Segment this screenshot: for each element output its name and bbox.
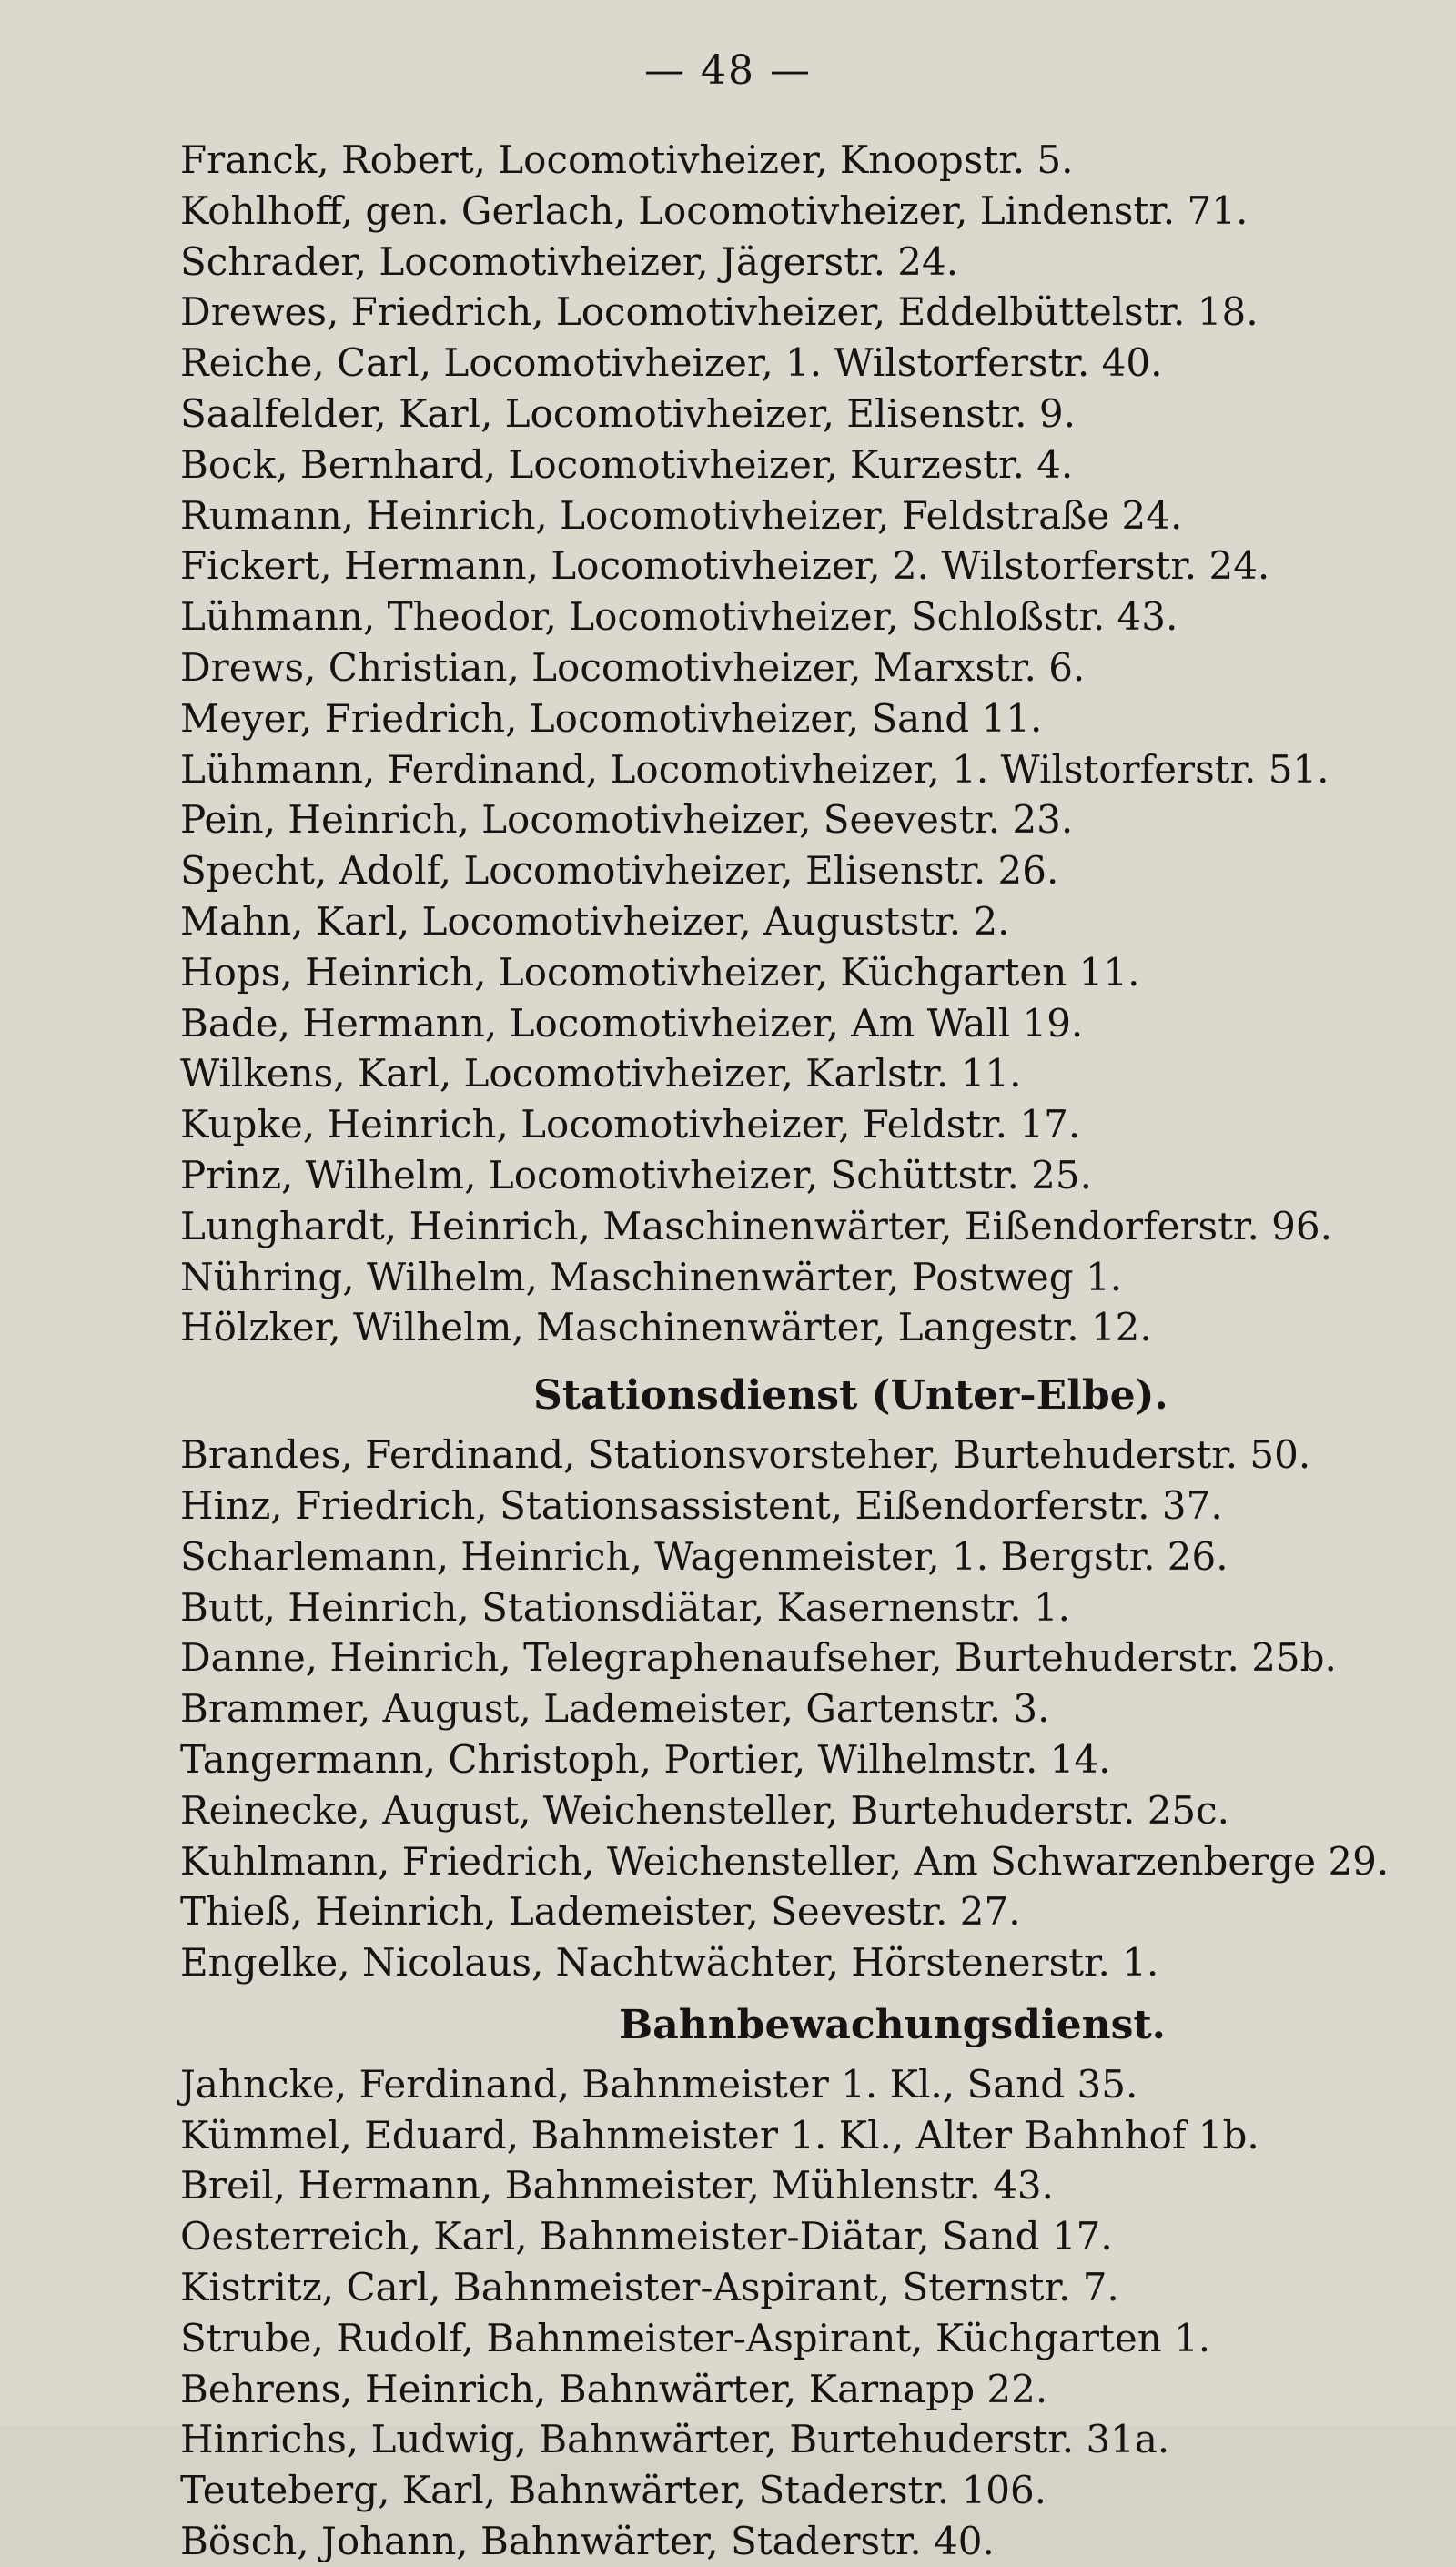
- list-entry: Lunghardt, Heinrich, Maschinenwärter, Eißendorferstr. 96.: [180, 1203, 1332, 1248]
- list-entry: Strube, Rudolf, Bahnmeister-Aspirant, Küchgarten 1.: [180, 2315, 1211, 2360]
- list-entry: Danne, Heinrich, Telegraphenaufseher, Burtehuderstr. 25b.: [180, 1635, 1337, 1681]
- list-entry: Kümmel, Eduard, Bahnmeister 1. Kl., Alter Bahnhof 1b.: [180, 2112, 1259, 2158]
- list-entry: Wilkens, Karl, Locomotivheizer, Karlstr. 11.: [180, 1051, 1022, 1097]
- list-entry: Kohlhoff, gen. Gerlach, Locomotivheizer, Lindenstr. 71.: [180, 187, 1249, 233]
- page-content: [180, 135, 1400, 2567]
- list-entry: Hops, Heinrich, Locomotivheizer, Küchgarten 11.: [180, 949, 1140, 995]
- list-entry: Pein, Heinrich, Locomotivheizer, Seevestr. 23.: [180, 797, 1074, 843]
- list-entry: Schrader, Locomotivheizer, Jägerstr. 24.: [180, 238, 959, 284]
- section-heading: Stationsdienst (Unter-Elbe).: [533, 1372, 1168, 1420]
- list-entry: Reinecke, August, Weichensteller, Burtehuderstr. 25c.: [180, 1787, 1230, 1833]
- list-entry: Saalfelder, Karl, Locomotivheizer, Elisenstr. 9.: [180, 390, 1076, 436]
- section-heading: Bahnbewachungsdienst.: [619, 2001, 1167, 2048]
- list-entry: Mahn, Karl, Locomotivheizer, Auguststr. 2.: [180, 898, 1010, 944]
- list-entry: Meyer, Friedrich, Locomotivheizer, Sand 11.: [180, 695, 1043, 741]
- list-entry: Kupke, Heinrich, Locomotivheizer, Feldstr. 17.: [180, 1102, 1081, 1147]
- list-entry: Behrens, Heinrich, Bahnwärter, Karnapp 22.: [180, 2366, 1048, 2411]
- list-entry: Hölzker, Wilhelm, Maschinenwärter, Langestr. 12.: [180, 1305, 1152, 1350]
- list-entry: Scharlemann, Heinrich, Wagenmeister, 1. Bergstr. 26.: [180, 1533, 1228, 1579]
- list-entry: Lühmann, Ferdinand, Locomotivheizer, 1. Wilstorferstr. 51.: [180, 746, 1330, 792]
- list-entry: Fickert, Hermann, Locomotivheizer, 2. Wilstorferstr. 24.: [180, 543, 1270, 589]
- list-entry: Breil, Hermann, Bahnmeister, Mühlenstr. 43.: [180, 2163, 1054, 2208]
- list-entry: Rumann, Heinrich, Locomotivheizer, Feldstraße 24.: [180, 492, 1183, 538]
- list-entry: Prinz, Wilhelm, Locomotivheizer, Schüttstr. 25.: [180, 1152, 1092, 1198]
- list-entry: Bade, Hermann, Locomotivheizer, Am Wall 19.: [180, 1000, 1084, 1046]
- list-entry: Butt, Heinrich, Stationsdiätar, Kasernenstr. 1.: [180, 1584, 1070, 1630]
- list-entry: Reiche, Carl, Locomotivheizer, 1. Wilstorferstr. 40.: [180, 340, 1163, 386]
- section-station-service: [180, 1359, 1400, 1988]
- section-track-guard-service: [180, 1988, 1400, 2567]
- list-entry: Drews, Christian, Locomotivheizer, Marxstr. 6.: [180, 644, 1086, 690]
- list-entry: Tangermann, Christoph, Portier, Wilhelmstr. 14.: [180, 1736, 1111, 1782]
- list-entry: Kuhlmann, Friedrich, Weichensteller, Am Schwarzenberge 29.: [180, 1838, 1390, 1884]
- section-locomotive-staff: [180, 135, 1400, 1353]
- list-entry: Lühmann, Theodor, Locomotivheizer, Schloßstr. 43.: [180, 594, 1178, 640]
- list-entry: Thieß, Heinrich, Lademeister, Seevestr. 27.: [180, 1889, 1021, 1935]
- list-entry: Kistritz, Carl, Bahnmeister-Aspirant, Sternstr. 7.: [180, 2265, 1119, 2310]
- list-entry: Nühring, Wilhelm, Maschinenwärter, Postweg 1.: [180, 1254, 1123, 1299]
- list-entry: Brandes, Ferdinand, Stationsvorsteher, Burtehuderstr. 50.: [180, 1432, 1311, 1478]
- list-entry: Bösch, Johann, Bahnwärter, Staderstr. 40.: [180, 2519, 995, 2564]
- list-entry: Brammer, August, Lademeister, Gartenstr. 3.: [180, 1686, 1050, 1732]
- list-entry: Drewes, Friedrich, Locomotivheizer, Eddelbüttelstr. 18.: [180, 289, 1259, 335]
- list-entry: Bock, Bernhard, Locomotivheizer, Kurzestr. 4.: [180, 441, 1074, 487]
- page-number: — 48 —: [644, 47, 812, 94]
- list-entry: Engelke, Nicolaus, Nachtwächter, Hörstenerstr. 1.: [180, 1940, 1159, 1986]
- list-entry: Hinz, Friedrich, Stationsassistent, Eißendorferstr. 37.: [180, 1482, 1223, 1528]
- list-entry: Oesterreich, Karl, Bahnmeister-Diätar, Sand 17.: [180, 2214, 1113, 2259]
- list-entry: Jahncke, Ferdinand, Bahnmeister 1. Kl., Sand 35.: [180, 2061, 1138, 2107]
- list-entry: Teuteberg, Karl, Bahnwärter, Staderstr. 106.: [180, 2468, 1047, 2513]
- list-entry: Franck, Robert, Locomotivheizer, Knoopstr. 5.: [180, 137, 1074, 182]
- list-entry: Specht, Adolf, Locomotivheizer, Elisenstr. 26.: [180, 848, 1059, 894]
- list-entry: Hinrichs, Ludwig, Bahnwärter, Burtehuderstr. 31a.: [180, 2417, 1170, 2462]
